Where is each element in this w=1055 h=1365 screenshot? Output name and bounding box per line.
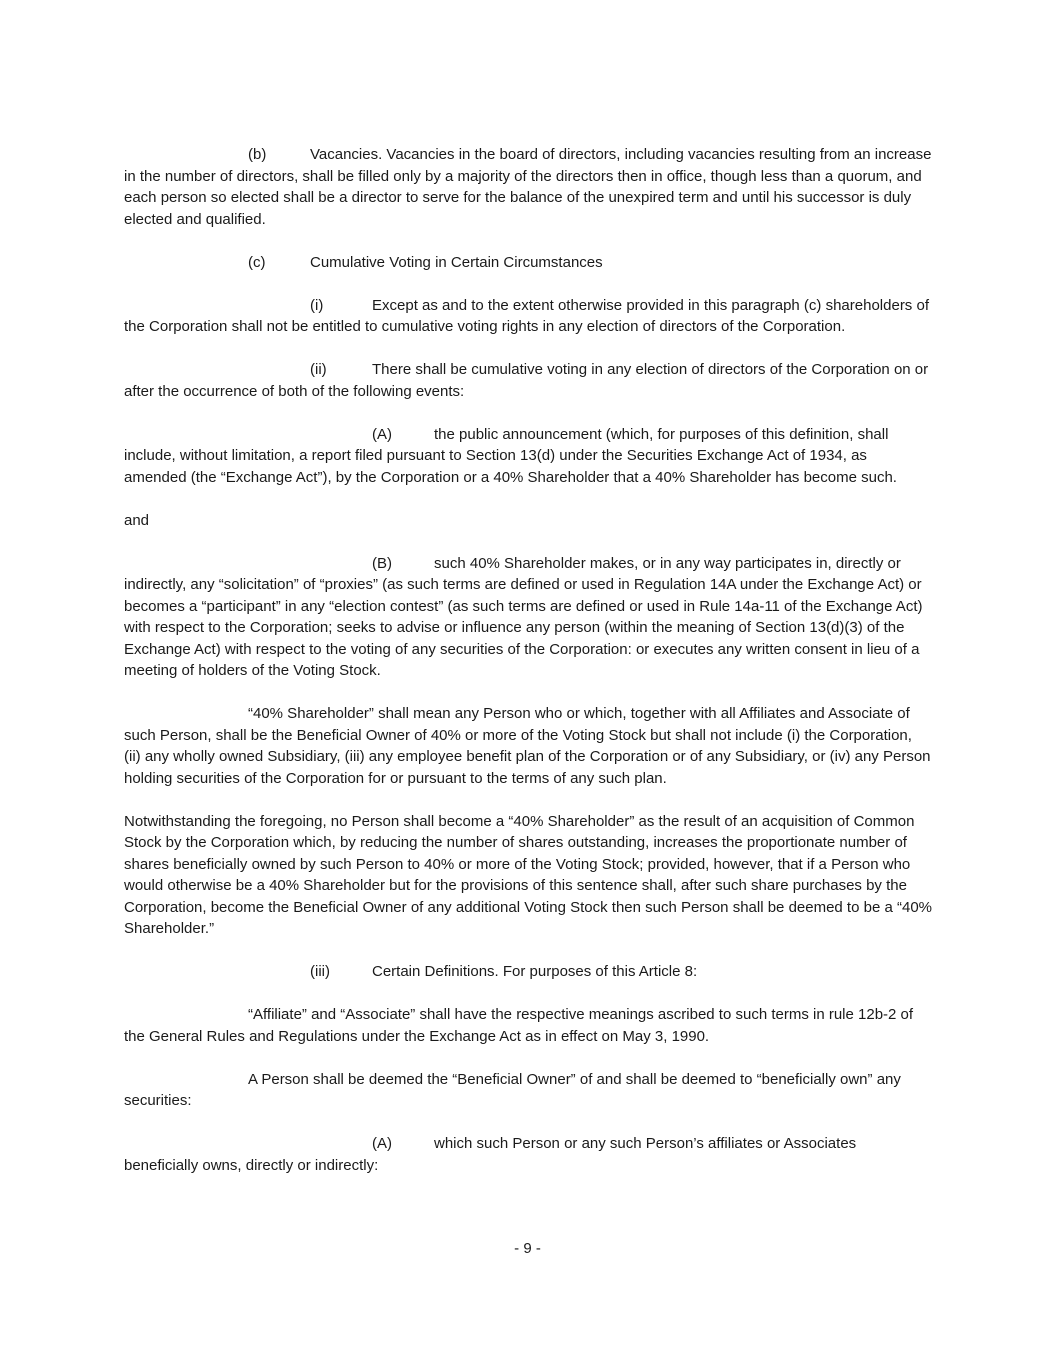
affiliate-definition-text: “Affiliate” and “Associate” shall have the respective meanings ascribed to such terms in rule 12b-2 of the General Rules and Regulations under the Exchange Act as in effect on May 3, 1990. bbox=[124, 1006, 914, 1045]
document-body bbox=[124, 144, 932, 1198]
paragraph-b-event bbox=[124, 553, 932, 682]
paragraph-a-event bbox=[124, 424, 932, 489]
paragraph-b-event-text: such 40% Shareholder makes, or in any way participates in, directly or indirectly, any “solicitation” of “proxies” (as such terms are defined or used in Regulation 14A under the Exchange Act) or becomes a “participant” in any “election contest” (as such terms are defined or used in Rule 14a-11 of the Exchange Act) with respect to the Corporation; seeks to advise or influence any person (within the meaning of Section 13(d)(3) of the Exchange Act) with respect to the voting of any securities of the Corporation: or executes any written consent in lieu of a meeting of holders of the Voting Stock. bbox=[124, 554, 923, 679]
marker-c-iii: (iii) bbox=[310, 963, 330, 980]
marker-c: (c) bbox=[248, 253, 266, 271]
paragraph-marker bbox=[248, 144, 310, 166]
paragraph-c-text: Cumulative Voting in Certain Circumstances bbox=[310, 253, 603, 271]
paragraph-c-i-text: Except as and to the extent otherwise provided in this paragraph (c) shareholders of the Corporation shall not be entitled to cumulative voting rights in any election of directors of the Corporation. bbox=[124, 296, 929, 335]
marker-a-event: (A) bbox=[372, 425, 392, 443]
paragraph-c-iii-text: Certain Definitions. For purposes of this Article 8: bbox=[372, 963, 698, 980]
marker-a-beneficial: (A) bbox=[372, 1135, 392, 1152]
marker-c-i: (i) bbox=[310, 296, 324, 314]
paragraph-c-ii bbox=[124, 359, 932, 402]
paragraph-marker bbox=[372, 424, 434, 446]
marker-b-event: (B) bbox=[372, 554, 392, 572]
paragraph-c-i bbox=[124, 295, 932, 338]
paragraph-shareholder-definition bbox=[124, 703, 932, 789]
paragraph-b bbox=[124, 144, 932, 230]
paragraph-c bbox=[124, 252, 932, 274]
paragraph-marker bbox=[248, 252, 310, 274]
paragraph-a-beneficial-text: which such Person or any such Person’s affiliates or Associates beneficially owns, directly or indirectly: bbox=[124, 1135, 857, 1174]
page-number: - 9 - bbox=[514, 1240, 541, 1257]
paragraph-marker bbox=[310, 961, 372, 983]
paragraph-a-beneficial bbox=[124, 1133, 932, 1176]
paragraph-notwithstanding: Notwithstanding the foregoing, no Person shall become a “40% Shareholder” as the result of an acquisition of Common Stock by the Corporation which, by reducing the number of shares outstanding, increases the proportionate number of shares beneficially owned by such Person to 40% or more of the Voting Stock; provided, however, that if a Person who would otherwise be a 40% Shareholder but for the provisions of this sentence shall, after such share purchases by the Corporation, become the Beneficial Owner of any additional Voting Stock then such Person shall be deemed to be a “40% Shareholder.” bbox=[124, 812, 932, 937]
paragraph-b-text: Vacancies. Vacancies in the board of directors, including vacancies resulting from an increase in the number of directors, shall be filled only by a majority of the directors then in office, though less than a quorum, and each person so elected shall be a director to serve for the balance of the unexpired term and until his successor is duly elected and qualified. bbox=[124, 146, 932, 228]
paragraph-c-ii-text: There shall be cumulative voting in any election of directors of the Corporation on or after the occurrence of both of the following events: bbox=[124, 361, 929, 400]
paragraph-and: and bbox=[124, 511, 150, 529]
paragraph-marker bbox=[372, 553, 434, 575]
beneficial-definition-text: A Person shall be deemed the “Beneficial Owner” of and shall be deemed to “beneficially own” any securities: bbox=[124, 1070, 901, 1109]
paragraph-c-iii bbox=[124, 961, 932, 983]
marker-c-ii: (ii) bbox=[310, 361, 327, 378]
paragraph-affiliate-definition bbox=[124, 1004, 932, 1047]
paragraph-marker bbox=[372, 1133, 434, 1155]
shareholder-definition-text: “40% Shareholder” shall mean any Person who or which, together with all Affiliates and Associate of such Person, shall be the Beneficial Owner of 40% or more of the Voting Stock but shall not include (i) the Corporation, (ii) any wholly owned Subsidiary, (iii) any employee benefit plan of the Corporation or of any Subsidiary, or (iv) any Person holding securities of the Corporation for or pursuant to the terms of any such plan. bbox=[124, 705, 931, 787]
paragraph-a-event-text: the public announcement (which, for purposes of this definition, shall include, without limitation, a report filed pursuant to Section 13(d) under the Securities Exchange Act of 1934, as amended (the “Exchange Act”), by the Corporation or a 40% Shareholder that a 40% Shareholder has become such. bbox=[124, 425, 897, 486]
marker-b: (b) bbox=[248, 146, 267, 163]
paragraph-marker bbox=[310, 359, 372, 381]
paragraph-beneficial-definition bbox=[124, 1069, 932, 1112]
paragraph-marker bbox=[310, 295, 372, 317]
